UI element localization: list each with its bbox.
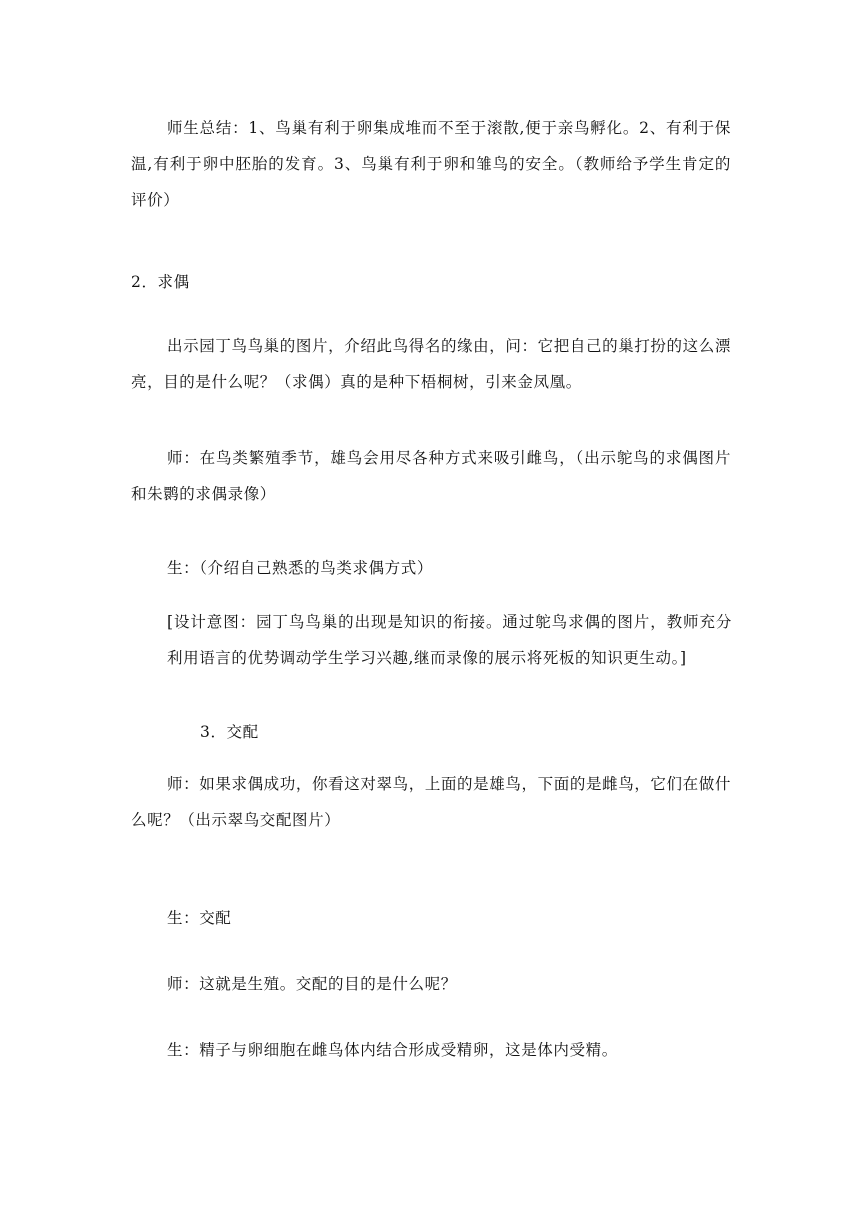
section-heading-courtship: 2．求偶 [131, 273, 190, 291]
student-mating-paragraph: 生：交配 [167, 909, 232, 927]
section-heading-mating: 3．交配 [200, 723, 259, 741]
teacher-kingfisher-paragraph: 师：如果求偶成功，你看这对翠鸟，上面的是雄鸟，下面的是雌鸟，它们在做什么呢？（出示翠鸟交配图片） [131, 775, 731, 829]
student-courtship-paragraph: 生：（介绍自己熟悉的鸟类求偶方式） [167, 559, 433, 577]
teacher-reproduction-paragraph: 师：这就是生殖。交配的目的是什么呢？ [167, 975, 457, 993]
design-intent-paragraph: [设计意图：园丁鸟鸟巢的出现是知识的衔接。通过鸵鸟求偶的图片，教师充分利用语言的优势调动学生学习兴趣,继而录像的展示将死板的知识更生动。] [167, 613, 732, 667]
teacher-courtship-paragraph: 师：在鸟类繁殖季节，雄鸟会用尽各种方式来吸引雌鸟，（出示鸵鸟的求偶图片和朱鹮的求偶录像） [131, 449, 731, 503]
student-fertilization-paragraph: 生：精子与卵细胞在雌鸟体内结合形成受精卵，这是体内受精。 [167, 1041, 618, 1059]
gardener-bird-paragraph: 出示园丁鸟鸟巢的图片，介绍此鸟得名的缘由，问：它把自己的巢打扮的这么漂亮，目的是什么呢？（求偶）真的是种下梧桐树，引来金凤凰。 [131, 337, 731, 391]
summary-paragraph: 师生总结：1、鸟巢有利于卵集成堆而不至于滚散,便于亲鸟孵化。2、有利于保温,有利于卵中胚胎的发育。3、鸟巢有利于卵和雏鸟的安全。（教师给予学生肯定的评价） [131, 119, 731, 209]
